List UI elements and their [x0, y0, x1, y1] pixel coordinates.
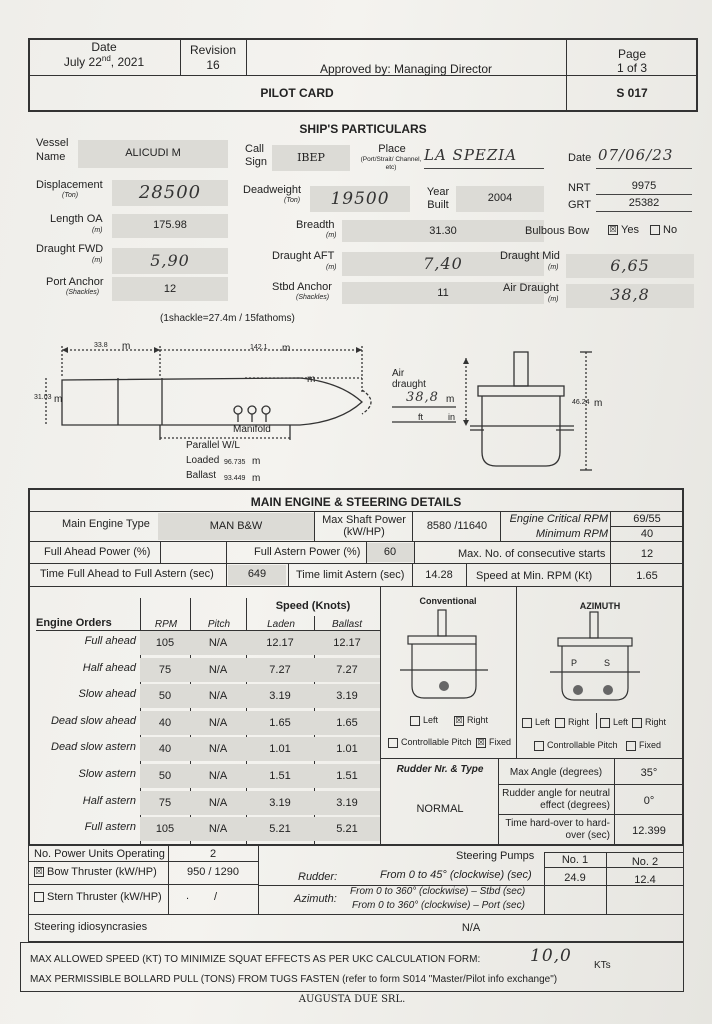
funnel	[514, 352, 528, 386]
pilot-card-title: PILOT CARD	[260, 86, 334, 100]
order-rpm-cell: 75	[158, 663, 172, 676]
displacement-unit: (Ton)	[62, 192, 79, 199]
year-built-value: 2004	[487, 192, 513, 204]
er1-v2	[412, 512, 413, 541]
azi-p-right-checkbox[interactable]	[555, 718, 565, 728]
azi-deck	[558, 638, 632, 646]
conv-left-option[interactable]	[410, 715, 438, 726]
azi-p-left-text: Left	[535, 717, 551, 727]
call-sign-value: IBEP	[297, 151, 325, 164]
stern-thruster-value-b: /	[214, 891, 218, 903]
bow-thruster-option[interactable]	[34, 866, 157, 878]
laden-heading: Laden	[267, 619, 295, 630]
er2-v5	[610, 541, 611, 563]
air-draught-label: Air Draught	[503, 282, 559, 294]
order-pitch-cell: N/A	[208, 796, 228, 809]
er3-v2	[288, 563, 289, 586]
stbd-anchor-unit: (Shackles)	[296, 294, 330, 301]
draught-mid-unit: (m)	[548, 264, 559, 271]
loa-label: Length OA	[50, 213, 103, 225]
bulbous-yes-checkbox[interactable]: ☒	[609, 225, 617, 235]
azi-s-right-option[interactable]	[632, 717, 666, 728]
full-astern-power-label: Full Astern Power (%)	[254, 546, 361, 558]
grt-underline	[596, 211, 692, 212]
order-ballast-cell: 1.51	[336, 770, 358, 782]
power-units-label: No. Power Units Operating	[34, 848, 165, 860]
thr-h3	[28, 914, 684, 915]
er3-v5	[610, 563, 611, 586]
table-row	[140, 684, 380, 708]
hard-over-value: 12.399	[632, 825, 666, 837]
ballast-heading: Ballast	[331, 619, 362, 630]
rudder-h1	[498, 784, 684, 785]
diagram-air-draught-label: Air draught	[392, 368, 426, 390]
engine-title-rule	[28, 511, 684, 512]
conv-cp-checkbox[interactable]	[388, 738, 398, 748]
bow-thruster-checkbox[interactable]: ☒	[35, 867, 43, 877]
speed-min-rpm-value: 1.65	[636, 570, 658, 582]
engine-type-value: MAN B&W	[209, 520, 263, 532]
header-divider-v3	[566, 38, 567, 112]
rudder-type-label: Rudder Nr. & Type	[396, 764, 484, 775]
speed-knots-heading: Speed (Knots)	[275, 600, 351, 612]
max-speed-unit: KTs	[594, 960, 611, 971]
order-laden-cell: 12.17	[266, 637, 294, 649]
header-page-label: Page	[617, 47, 647, 61]
date-value: 07/06/23	[598, 146, 674, 164]
power-units-value: 2	[209, 848, 217, 860]
stern-thruster-value-a: .	[186, 890, 190, 902]
hull-plan-outline	[62, 378, 362, 425]
engine-row2-rule	[28, 563, 684, 564]
ballast-label: Ballast	[186, 470, 217, 481]
conv-fixed-option[interactable]	[476, 737, 511, 748]
header-date-value: July 22nd, 2021	[63, 54, 145, 69]
conv-cp-option[interactable]	[388, 737, 472, 748]
azi-p-left-checkbox[interactable]	[522, 718, 532, 728]
max-speed-value: 10,0	[530, 946, 572, 966]
azi-p-right-option[interactable]	[555, 717, 589, 728]
place-underline	[424, 168, 544, 169]
er3-v1	[226, 563, 227, 586]
draught-fwd-value: 5,90	[150, 251, 190, 270]
consec-starts-value: 12	[640, 548, 654, 560]
manifold-label: Manifold	[233, 424, 271, 435]
breadth-unit: (m)	[326, 232, 337, 239]
form-code: S 017	[616, 86, 648, 100]
azimuth-label: AZIMUTH	[579, 601, 621, 611]
order-pitch-cell: N/A	[208, 770, 228, 782]
breadth-label: Breadth	[296, 219, 335, 231]
rudder-v2	[614, 758, 615, 844]
header-revision-label: Revision	[189, 43, 237, 57]
table-row	[140, 631, 380, 655]
shackle-note: (1shackle=27.4m / 15fathoms)	[160, 313, 295, 324]
header-date-label: Date	[91, 40, 117, 54]
max-angle-label: Max Angle (degrees)	[509, 767, 603, 778]
year-built-label: Year Built	[426, 186, 450, 211]
rpm-heading: RPM	[154, 619, 178, 630]
er2-v2	[226, 541, 227, 563]
header-revision-value: 16	[206, 58, 220, 72]
displacement-value: 28500	[138, 182, 202, 203]
engine-order-name: Half ahead	[82, 661, 136, 674]
call-sign-label: Call Sign	[245, 143, 268, 168]
place-value: LA SPEZIA	[424, 146, 518, 164]
port-anchor-value: 12	[163, 283, 177, 295]
propulsion-bottom-rule	[380, 758, 684, 759]
draught-aft-value: 7,40	[423, 254, 463, 273]
time-limit-astern-value: 14.28	[425, 569, 453, 581]
order-pitch-cell: N/A	[208, 690, 228, 703]
table-row	[140, 737, 380, 761]
rudder-v1	[498, 758, 499, 844]
neutral-angle-value: 0°	[643, 795, 655, 807]
loaded-label: Loaded	[186, 455, 220, 466]
engine-orders-heading: Engine Orders	[36, 617, 112, 629]
max-angle-value: 35°	[640, 767, 658, 779]
azi-cp-checkbox[interactable]	[534, 741, 544, 751]
header-divider-v1	[180, 38, 181, 76]
parallel-wl-label: Parallel W/L	[186, 440, 240, 451]
table-row	[140, 711, 380, 735]
pumps-h0	[544, 852, 684, 853]
min-rpm-value: 40	[640, 528, 654, 540]
bulbous-yes[interactable]	[608, 224, 639, 236]
time-fa-fas-value: 649	[247, 568, 267, 580]
manifold-valve-1	[234, 406, 242, 414]
azi-s-right-checkbox[interactable]	[632, 718, 642, 728]
azi-option-divider	[596, 713, 597, 729]
rudder-pump-label: Rudder:	[298, 871, 338, 883]
conv-right-text: Right	[467, 715, 489, 725]
azi-s-left-option[interactable]	[600, 717, 628, 728]
er2-v4	[414, 541, 415, 563]
order-ballast-cell: 1.01	[336, 743, 358, 756]
date-underline	[596, 168, 692, 169]
manifold-valve-2	[248, 406, 256, 414]
azimuth-stbd-text: From 0 to 360° (clockwise) – Stbd (sec)	[350, 886, 526, 897]
azi-fixed-text: Fixed	[639, 740, 662, 750]
height-value: 46.24	[572, 399, 590, 406]
order-laden-cell: 3.19	[269, 796, 291, 809]
thr-v1	[258, 844, 259, 914]
breadth-value: 31.30	[429, 225, 457, 237]
azi-fixed-option[interactable]	[626, 740, 661, 751]
max-shaft-label: Max Shaft Power (kW/HP)	[322, 514, 406, 538]
loa-value: 175.98	[153, 219, 187, 231]
diagram-in: in	[448, 412, 456, 422]
draught-fwd-unit: (m)	[92, 257, 103, 264]
conv-propeller-icon	[439, 681, 449, 691]
dim-33-unit: m	[122, 341, 131, 352]
stbd-anchor-value: 11	[437, 287, 449, 299]
table-row	[140, 791, 380, 815]
conventional-label: Conventional	[419, 596, 477, 606]
order-rpm-cell: 105	[155, 823, 175, 836]
azimuth-stbd-label: S	[604, 658, 611, 668]
er3-v4	[466, 563, 467, 586]
bulbous-no-text: No	[663, 224, 678, 236]
azi-propeller-port-icon	[573, 685, 583, 695]
engine-order-name: Full ahead	[84, 635, 136, 647]
bridge	[478, 386, 564, 396]
grt-label: GRT	[568, 199, 592, 211]
azi-funnel	[590, 612, 598, 638]
thr-h1	[28, 861, 258, 862]
thr-v2	[168, 844, 169, 914]
header-page-value: 1 of 3	[616, 61, 648, 75]
pump-no2-label: No. 2	[631, 856, 659, 868]
engine-type-label: Main Engine Type	[62, 518, 150, 530]
bulbous-no-checkbox[interactable]	[650, 225, 660, 235]
order-pitch-cell: N/A	[208, 823, 228, 836]
order-rpm-cell: 40	[158, 716, 172, 729]
bow-thruster-text: Bow Thruster (kW/HP)	[47, 866, 157, 878]
er1-v1	[314, 512, 315, 541]
engine-order-name: Dead slow astern	[51, 741, 136, 754]
consec-starts-label: Max. No. of consecutive starts	[458, 548, 606, 560]
port-anchor-label: Port Anchor	[46, 276, 104, 288]
pump-no1-label: No. 1	[561, 854, 589, 866]
azi-s-left-text: Left	[613, 717, 629, 727]
hull-section-outline	[482, 396, 560, 466]
diagram-air-draught-value: 38,8	[406, 390, 439, 405]
order-pitch-cell: N/A	[208, 743, 228, 756]
bulbous-yes-text: Yes	[621, 224, 639, 236]
order-laden-cell: 1.01	[269, 743, 291, 756]
deadweight-value: 19500	[330, 189, 390, 209]
conv-cp-text: Controllable Pitch	[401, 737, 472, 747]
bulbous-bow-label: Bulbous Bow	[525, 225, 590, 237]
azi-fixed-checkbox[interactable]	[626, 741, 636, 751]
steering-pumps-label: Steering Pumps	[456, 850, 535, 862]
azimuth-pump-label: Azimuth:	[294, 893, 337, 905]
time-fa-fas-label: Time Full Ahead to Full Astern (sec)	[40, 568, 214, 580]
conv-fixed-checkbox[interactable]: ☒	[477, 737, 485, 747]
bollard-pull-text: MAX PERMISSIBLE BOLLARD PULL (TONS) FROM TUGS FASTEN (refer to form S014 "Master/Pilot info exchange")	[30, 974, 558, 985]
azi-p-right-text: Right	[568, 717, 590, 727]
critical-rpm-value: 69/55	[633, 513, 661, 525]
plan-m-unit: m	[307, 374, 316, 385]
pumps-v1	[544, 852, 545, 914]
diagram-ft: ft	[418, 412, 424, 422]
steering-idiosyncrasies-value: N/A	[461, 922, 481, 934]
order-rpm-cell: 75	[158, 796, 172, 809]
port-anchor-unit: (Shackles)	[66, 289, 100, 296]
table-row	[140, 658, 380, 682]
air-draught-unit: (m)	[548, 296, 559, 303]
rudder-type-value: NORMAL	[416, 803, 464, 815]
rudder-h2	[498, 814, 684, 815]
order-pitch-cell: N/A	[208, 716, 228, 729]
dim-31-unit: m	[54, 394, 63, 405]
vessel-name-value: ALICUDI M	[125, 147, 181, 159]
dim-33-value: 33.8	[94, 342, 108, 349]
vessel-name-label: Vessel Name	[36, 137, 69, 163]
dim-142-value: 142.1	[250, 344, 268, 351]
order-laden-cell: 1.51	[269, 770, 291, 782]
er2-v3	[366, 541, 367, 563]
critical-rpm-label: Engine Critical RPM	[509, 513, 608, 525]
nrt-value: 9975	[631, 180, 657, 192]
order-laden-cell: 5.21	[269, 823, 291, 836]
deadweight-unit: (Ton)	[284, 197, 301, 204]
loaded-value: 96.735	[224, 459, 246, 466]
engine-order-name: Slow ahead	[78, 688, 136, 701]
rudder-pump-no2: 12.4	[634, 874, 656, 886]
full-astern-power-value: 60	[383, 546, 397, 558]
loa-unit: (m)	[92, 227, 103, 234]
engine-order-name: Dead slow ahead	[50, 714, 136, 727]
draught-mid-value: 6,65	[610, 256, 650, 275]
header-approved: Approved by: Managing Director	[319, 62, 493, 76]
place-sub-label: (Port/Strait/ Channel, etc)	[360, 156, 422, 171]
order-laden-cell: 7.27	[269, 663, 291, 676]
max-speed-text: MAX ALLOWED SPEED (KT) TO MINIMIZE SQUAT EFFECTS AS PER UKC CALCULATION FORM:	[30, 954, 481, 965]
order-rpm-cell: 40	[158, 743, 172, 756]
order-ballast-cell: 3.19	[336, 796, 358, 809]
dim-31-value: 31.03	[34, 394, 52, 401]
er1-v3	[500, 512, 501, 541]
thr-h2	[28, 884, 258, 885]
engine-order-name: Half astern	[82, 794, 136, 807]
order-rpm-cell: 50	[158, 770, 172, 782]
azi-cp-option[interactable]	[534, 740, 618, 751]
speed-min-rpm-label: Speed at Min. RPM (Kt)	[476, 570, 593, 582]
header-divider-v2	[246, 38, 247, 76]
er1-h	[610, 526, 684, 527]
dim-142-unit: m	[282, 343, 291, 354]
draught-aft-unit: (m)	[326, 264, 337, 271]
date-label: Date	[568, 152, 592, 164]
nrt-label: NRT	[568, 182, 591, 194]
time-limit-astern-label: Time limit Astern (sec)	[296, 569, 405, 581]
stern-thruster-option[interactable]	[34, 891, 162, 903]
order-rpm-cell: 50	[158, 690, 172, 703]
engine-order-name: Full astern	[84, 821, 136, 834]
rudder-pump-text: From 0 to 45° (clockwise) (sec)	[380, 869, 532, 881]
stern-thruster-text: Stern Thruster (kW/HP)	[47, 891, 162, 903]
azi-p-left-option[interactable]	[522, 717, 550, 728]
table-row	[140, 817, 380, 841]
order-laden-cell: 3.19	[269, 690, 291, 703]
height-unit: m	[594, 398, 603, 409]
bow-dashed	[362, 390, 371, 414]
azimuth-port-label: P	[571, 658, 578, 668]
azi-s-left-checkbox[interactable]	[600, 718, 610, 728]
conv-right-option[interactable]	[454, 715, 488, 726]
place-label: Place	[378, 143, 406, 155]
pitch-heading: Pitch	[207, 619, 231, 630]
order-ballast-cell: 12.17	[333, 637, 361, 649]
max-shaft-value: 8580 /11640	[426, 520, 488, 532]
grt-value: 25382	[628, 197, 660, 209]
order-pitch-cell: N/A	[208, 663, 228, 676]
loaded-unit: m	[252, 456, 261, 467]
neutral-angle-label: Rudder angle for neutral effect (degrees)	[502, 788, 610, 811]
full-ahead-power-label: Full Ahead Power (%)	[44, 546, 151, 558]
engine-row3-rule	[28, 586, 684, 587]
order-pitch-cell: N/A	[208, 637, 228, 649]
conv-left-text: Left	[423, 715, 439, 725]
air-draught-value: 38,8	[610, 285, 650, 304]
order-ballast-cell: 5.21	[336, 823, 358, 836]
pumps-v2	[606, 852, 607, 914]
order-ballast-cell: 1.65	[336, 716, 358, 729]
displacement-label: Displacement	[36, 179, 103, 191]
engine-order-name: Slow astern	[78, 768, 136, 780]
azimuth-port-text: From 0 to 360° (clockwise) – Port (sec)	[352, 900, 525, 911]
deadweight-label: Deadweight	[243, 184, 302, 196]
order-rpm-cell: 105	[155, 637, 175, 649]
azi-s-right-text: Right	[645, 717, 667, 727]
azi-hull	[562, 646, 628, 700]
conv-funnel	[438, 610, 446, 636]
order-ballast-cell: 3.19	[336, 690, 358, 703]
conv-right-checkbox[interactable]: ☒	[455, 715, 463, 725]
stbd-anchor-label: Stbd Anchor	[272, 281, 332, 293]
min-rpm-label: Minimum RPM	[535, 528, 608, 540]
ships-particulars-title: SHIP'S PARTICULARS	[299, 122, 427, 136]
engine-section-title: MAIN ENGINE & STEERING DETAILS	[250, 495, 462, 509]
bulbous-no[interactable]	[650, 224, 677, 236]
engine-row1-rule	[28, 541, 684, 542]
conv-fixed-text: Fixed	[489, 737, 512, 747]
ballast-unit: m	[252, 473, 261, 484]
propulsion-diagrams	[380, 600, 684, 710]
ship-diagram	[0, 330, 712, 490]
rudder-pump-no1: 24.9	[564, 872, 586, 884]
order-laden-cell: 1.65	[269, 716, 291, 729]
company-name: AUGUSTA DUE SRL.	[298, 994, 406, 1005]
er3-v3	[412, 563, 413, 586]
bow-thruster-value: 950 / 1290	[187, 866, 239, 878]
azi-cp-text: Controllable Pitch	[547, 740, 618, 750]
nrt-underline	[596, 194, 692, 195]
draught-mid-label: Draught Mid	[500, 250, 560, 262]
er2-v1	[160, 541, 161, 563]
conv-deck	[408, 636, 476, 644]
stern-thruster-checkbox[interactable]	[34, 892, 44, 902]
ballast-value: 93.449	[224, 475, 246, 482]
manifold-valve-3	[262, 406, 270, 414]
diagram-air-m: m	[446, 394, 455, 405]
draught-fwd-label: Draught FWD	[36, 243, 104, 255]
conv-left-checkbox[interactable]	[410, 716, 420, 726]
azi-propeller-stbd-icon	[603, 685, 613, 695]
order-ballast-cell: 7.27	[336, 663, 358, 676]
table-row	[140, 764, 380, 788]
hard-over-label: Time hard-over to hard-over (sec)	[505, 818, 610, 841]
steering-idiosyncrasies-label: Steering idiosyncrasies	[34, 921, 148, 933]
draught-aft-label: Draught AFT	[272, 250, 335, 262]
